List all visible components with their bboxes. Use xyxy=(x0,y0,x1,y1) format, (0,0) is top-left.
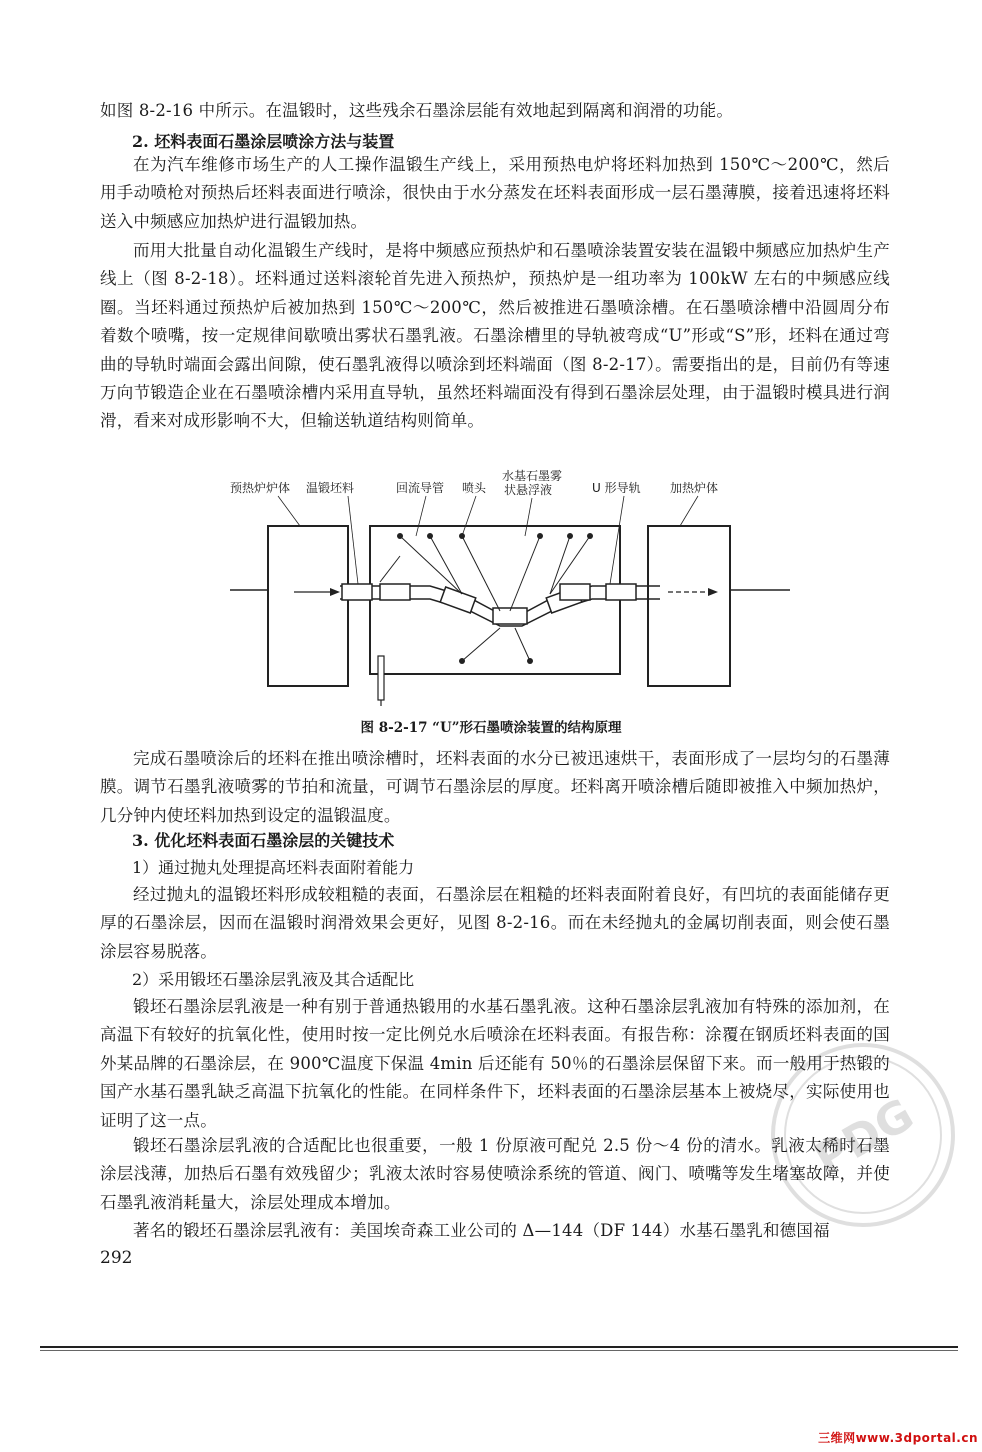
section-heading-3: 3. 优化坯料表面石墨涂层的关键技术 xyxy=(132,831,395,850)
paragraph-p4: 经过抛丸的温锻坯料形成较粗糙的表面，石墨涂层在粗糙的坯料表面附着良好，有凹坑的表面能储存更厚的石墨涂层，因而在温锻时润滑效果会更好，见图 8-2-16。而在未经抛丸的金属切削表面，则会使石墨涂层容易脱落。 xyxy=(100,885,890,961)
label-return-pipe: 回流导管 xyxy=(396,481,445,495)
label-suspension-line2: 状悬浮液 xyxy=(504,483,553,497)
preheat-furnace-body xyxy=(268,526,348,686)
footer-rule-thin xyxy=(40,1350,958,1351)
label-nozzle: 喷头 xyxy=(462,481,487,495)
label-heating-furnace: 加热炉体 xyxy=(670,481,719,495)
paragraph-p2: 而用大批量自动化温锻生产线时，是将中频感应预热炉和石墨喷涂装置安装在温锻中频感应加热炉生产线上（图 8-2-18）。坯料通过送料滚轮首先进入预热炉，预热炉是一组功率为 100kW 左右的中频感应线圈。当坯料通过预热炉后被加热到 150℃～200℃，然后被推进石墨喷涂槽。在石墨喷涂槽中沿圆周分布着数个喷嘴，按一定规律间歇喷出雾状石墨乳液。石墨涂槽里的导轨被弯成“U”形或“S”形，坯料在通过弯曲的导轨时端面会露出间隙，使石墨乳液得以喷涂到坯料端面（图 8-2-17）。需要指出的是，目前仍有等速万向节锻造企业在石墨喷涂槽内采用直导轨，虽然坯料端面没有得到石墨涂层处理，由于温锻时模具进行润滑，看来对成形影响不大，但输送轨道结构则简单。 xyxy=(100,241,890,431)
label-u-rail: U 形导轨 xyxy=(592,481,641,495)
section-heading-2: 2. 坯料表面石墨涂层喷涂方法与装置 xyxy=(132,132,395,151)
paragraph-p7: 著名的锻坯石墨涂层乳液有：美国埃奇森工业公司的 Δ—144（DF 144）水基石墨乳和德国福 xyxy=(133,1221,830,1240)
return-pipe xyxy=(378,656,384,700)
site-watermark: 三维网www.3dportal.cn xyxy=(818,1431,978,1445)
paragraph-p6: 锻坯石墨涂层乳液的合适配比也很重要，一般 1 份原液可配兑 2.5 份～4 份的清水。乳液太稀时石墨涂层浅薄，加热后石墨有效残留少；乳液太浓时容易使喷涂系统的管道、阀门、喷嘴等发生堵塞故障，并使石墨乳液消耗量大，涂层处理成本增加。 xyxy=(100,1136,890,1212)
subheading-1: 1）通过抛丸处理提高坯料表面附着能力 xyxy=(132,858,415,877)
label-preheat-furnace: 预热炉炉体 xyxy=(230,481,291,495)
label-warm-billet: 温锻坯料 xyxy=(306,481,355,495)
label-suspension-line1: 水基石墨雾 xyxy=(502,469,563,483)
paragraph-p3: 完成石墨喷涂后的坯料在推出喷涂槽时，坯料表面的水分已被迅速烘干，表面形成了一层均匀的石墨薄膜。调节石墨乳液喷雾的节拍和流量，可调节石墨涂层的厚度。坯料离开喷涂槽后随即被推入中频加热炉，几分钟内使坯料加热到设定的温锻温度。 xyxy=(100,749,890,825)
figure-u-spray-device xyxy=(230,466,790,712)
heating-furnace-body xyxy=(648,526,730,686)
paragraph-p0: 如图 8-2-16 中所示。在温锻时，这些残余石墨涂层能有效地起到隔离和润滑的功能。 xyxy=(100,101,734,120)
svg-text:PDG: PDG xyxy=(806,1088,923,1186)
footer-rule xyxy=(40,1346,958,1348)
page-number: 292 xyxy=(100,1248,133,1268)
figure-caption: 图 8-2-17 “U”形石墨喷涂装置的结构原理 xyxy=(360,720,622,736)
paragraph-p5: 锻坯石墨涂层乳液是一种有别于普通热锻用的水基石墨乳液。这种石墨涂层乳液加有特殊的添加剂，在高温下有较好的抗氧化性，使用时按一定比例兑水后喷涂在坯料表面。有报告称：涂覆在钢质坯料表面的国外某品牌的石墨涂层，在 900℃温度下保温 4min 后还能有 50％的石墨涂层保留下来。而一般用于热锻的国产水基石墨乳缺乏高温下抗氧化的性能。在同样条件下，坯料表面的石墨涂层基本上被烧尽，实际使用也证明了这一点。 xyxy=(100,997,890,1130)
subheading-2: 2）采用锻坯石墨涂层乳液及其合适配比 xyxy=(132,970,415,989)
paragraph-p1: 在为汽车维修市场生产的人工操作温锻生产线上，采用预热电炉将坯料加热到 150℃～200℃，然后用手动喷枪对预热后坯料表面进行喷涂，很快由于水分蒸发在坯料表面形成一层石墨薄膜，接着迅速将坯料送入中频感应加热炉进行温锻加热。 xyxy=(100,155,890,231)
